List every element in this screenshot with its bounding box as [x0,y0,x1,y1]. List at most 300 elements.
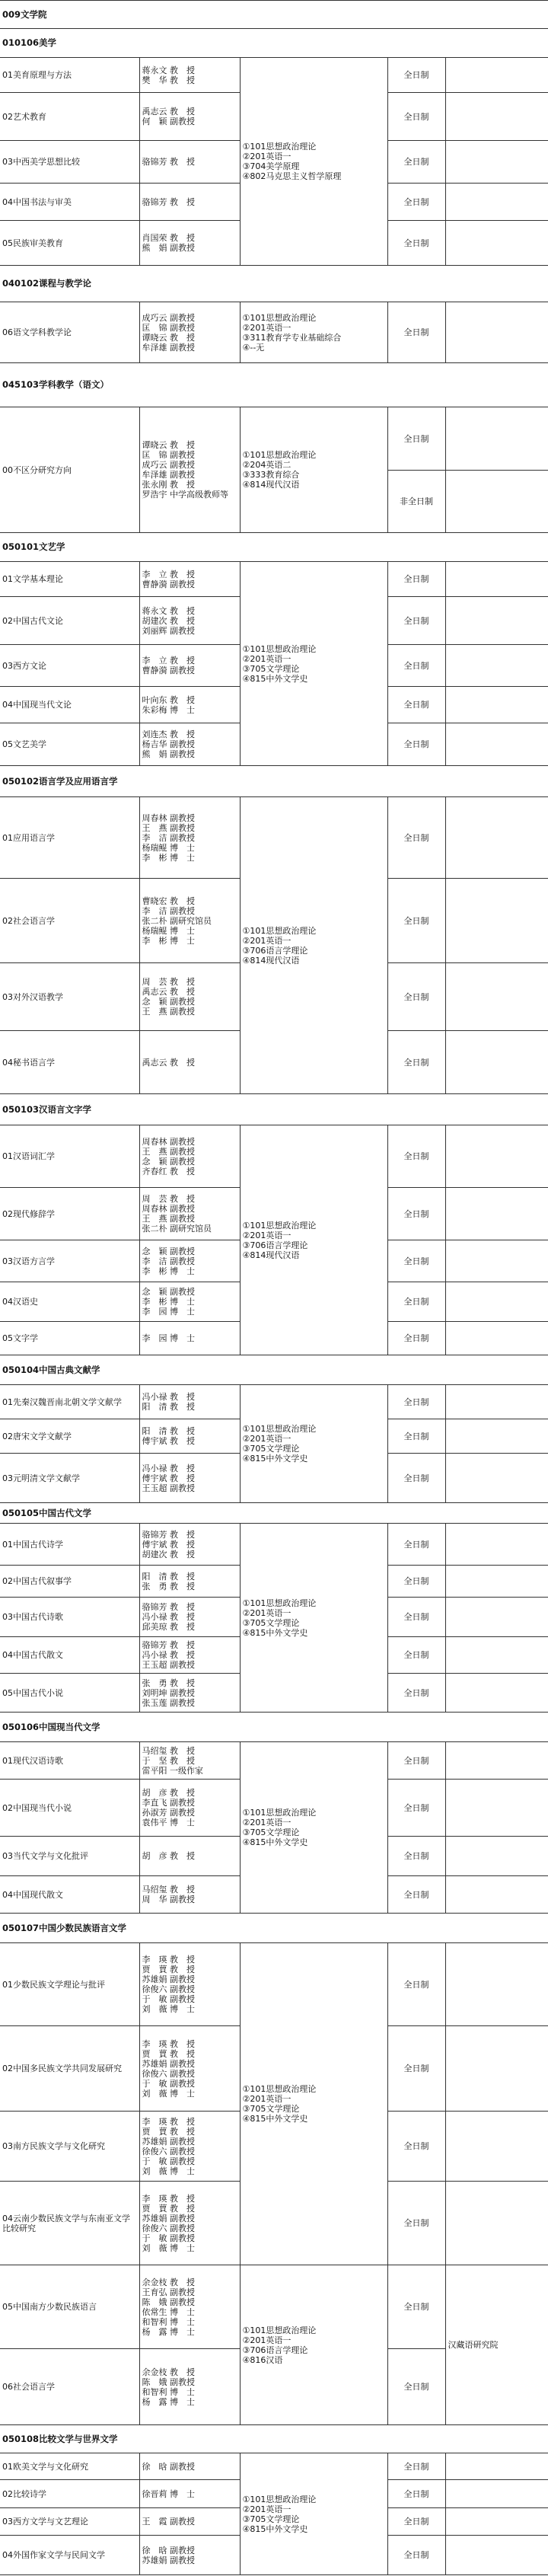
catalog-body [0,1,548,2575]
supervisor-entry: 余金枝 教 授 [142,2367,195,2377]
major-title: 050108比较文学与世界文学 [0,2425,548,2453]
school-title: 009文学院 [0,1,548,29]
supervisor-entry: 王 燕 副教授 [142,1214,195,1224]
supervisor-entry: 张二朴 副研究馆员 [142,1224,212,1234]
direction-name: 04云南少数民族文学与东南亚文学比较研究 [0,2182,139,2265]
supervisor-entry: 袁伟平 博 士 [142,1818,195,1827]
exam-subject: ④815中外文学史 [242,1627,308,1638]
supervisor-entry: 阳 清 教 授 [142,1402,195,1412]
supervisor-entry: 傅宇斌 教 授 [142,1436,195,1446]
exam-subject: ③705文学理论 [242,1617,300,1628]
major-header-row [0,766,548,797]
supervisor-entry: 贾 蕒 教 授 [142,1965,195,1974]
direction-name: 03中西美学思想比较 [0,141,139,184]
major-header-row [0,1713,548,1742]
supervisor-list [139,1454,240,1503]
remark [445,1125,548,1188]
exam-subjects [240,1125,387,1355]
direction-name: 01现代汉语诗歌 [0,1742,139,1780]
study-mode: 全日制 [387,1282,445,1322]
supervisor-entry: 和智利 博 士 [142,2386,195,2397]
remark [445,221,548,266]
supervisor-entry: 于 敏 副教授 [142,1994,195,2004]
supervisor-list [139,879,240,963]
supervisor-entry: 傅宇斌 教 授 [142,1473,195,1483]
exam-subject: ③705文学理论 [242,663,300,674]
supervisor-list [139,1598,240,1637]
supervisor-entry: 匡 锦 副教授 [142,450,195,460]
direction-name: 02中国古代叙事学 [0,1566,139,1598]
remark [445,2536,548,2575]
exam-subjects [240,2265,387,2425]
exam-subject: ③705文学理论 [242,1827,300,1837]
supervisor-entry: 杨 露 博 士 [142,2396,195,2407]
supervisor-entry: 冯小禄 教 授 [142,1463,195,1473]
direction-row [0,2265,548,2349]
remark [445,645,548,687]
remark [445,1419,548,1454]
supervisor-entry: 周春林 副教授 [142,812,195,823]
supervisor-entry: 刘明坤 副教授 [142,1687,195,1698]
direction-name: 04中国书法与审美 [0,184,139,221]
supervisor-entry: 樊 华 教 授 [142,75,195,85]
supervisor-entry: 冯小禄 教 授 [142,1650,195,1660]
supervisor-entry: 肖国荣 教 授 [142,233,195,243]
supervisor-entry: 骆锦芳 教 授 [142,196,195,207]
supervisor-entry: 李 彬 博 士 [142,1266,195,1276]
supervisor-entry: 刘丽辉 副教授 [142,625,195,636]
supervisor-entry: 贾 蕒 教 授 [142,2203,195,2214]
supervisor-entry: 于 敏 副教授 [142,2233,195,2243]
supervisor-entry: 张二朴 副研究馆员 [142,915,212,926]
supervisor-entry: 于 坚 教 授 [142,1755,195,1766]
study-mode: 全日制 [387,302,445,363]
supervisor-entry: 刘 薇 博 士 [142,2242,195,2253]
study-mode: 全日制 [387,58,445,93]
study-mode: 全日制 [387,562,445,597]
exam-subject: ④815中外文学史 [242,1837,308,1847]
supervisor-list [139,1943,240,2026]
supervisor-list [139,1524,240,1566]
major-title: 050107中国少数民族语言文学 [0,1914,548,1943]
supervisor-entry: 傅宇斌 教 授 [142,1539,195,1550]
exam-subjects [240,1742,387,1914]
exam-subject: ②201英语一 [242,1607,292,1618]
study-mode: 全日制 [387,184,445,221]
supervisor-entry: 齐春红 教 授 [142,1166,195,1176]
study-mode: 全日制 [387,1419,445,1454]
supervisor-entry: 禹志云 教 授 [142,1057,195,1068]
study-mode: 全日制 [387,1876,445,1914]
major-title: 040102课程与教学论 [0,266,548,302]
supervisor-entry: 胡 彦 教 授 [142,1788,195,1798]
remark [445,1566,548,1598]
remark: 汉藏语研究院 [445,2265,548,2425]
study-mode: 全日制 [387,1837,445,1876]
supervisor-entry: 杨吉华 副教授 [142,739,195,749]
supervisor-entry: 刘连杰 教 授 [142,729,195,739]
supervisor-entry: 李 立 教 授 [142,656,195,666]
exam-subject: ④814现代汉语 [242,955,300,966]
study-mode: 全日制 [387,1566,445,1598]
direction-name: 02唐宋文学文献学 [0,1419,139,1454]
exam-subject: ②201英语一 [242,322,292,333]
exam-subject: ①101思想政治理论 [242,2084,317,2094]
study-mode: 全日制 [387,1943,445,2026]
study-mode: 全日制 [387,645,445,687]
supervisor-list [139,2536,240,2575]
major-header-row [0,1355,548,1385]
direction-name: 05民族审美教育 [0,221,139,266]
supervisor-list [139,2349,240,2425]
direction-name: 02社会语言学 [0,879,139,963]
supervisor-entry: 杨瑞鲲 博 士 [142,842,195,853]
supervisor-entry: 马绍玺 教 授 [142,1885,195,1894]
supervisor-entry: 马绍玺 教 授 [142,1745,195,1756]
remark [445,1780,548,1837]
direction-name: 05中国古代小说 [0,1674,139,1713]
supervisor-list [139,302,240,363]
supervisor-entry: 匡 锦 副教授 [142,322,195,333]
supervisor-entry: 骆锦芳 教 授 [142,157,195,167]
remark [445,1188,548,1240]
exam-subject: ③705文学理论 [242,1444,300,1454]
direction-name: 03汉语方言学 [0,1240,139,1282]
supervisor-list [139,1188,240,1240]
supervisor-entry: 李 瑛 教 授 [142,2193,195,2204]
major-title: 050104中国古典文献学 [0,1355,548,1385]
supervisor-list [139,2480,240,2508]
supervisor-list [139,1837,240,1876]
supervisor-entry: 杨 露 博 士 [142,2326,195,2337]
direction-row [0,1742,548,1780]
remark [445,2508,548,2536]
exam-subject: ②204英语二 [242,460,292,470]
supervisor-entry: 刘 薇 博 士 [142,2004,195,2014]
major-title: 050106中国现当代文学 [0,1713,548,1742]
supervisor-entry: 刘 薇 博 士 [142,2166,195,2176]
study-mode: 全日制 [387,1385,445,1419]
study-mode: 全日制 [387,1598,445,1637]
direction-name: 04中国古代散文 [0,1637,139,1674]
exam-subject: ④815中外文学史 [242,2523,308,2534]
exam-subject: ④814现代汉语 [242,1250,300,1260]
major-header-row [0,1914,548,1943]
remark [445,58,548,93]
direction-name: 03南方民族文学与文化研究 [0,2112,139,2182]
direction-name: 01文学基本理论 [0,562,139,597]
supervisor-entry: 王 燕 副教授 [142,1007,195,1017]
remark [445,1322,548,1355]
study-mode: 全日制 [387,1524,445,1566]
supervisor-list [139,2453,240,2480]
study-mode: 全日制 [387,1240,445,1282]
supervisor-entry: 于 敏 副教授 [142,2078,195,2089]
supervisor-entry: 罗浩宇 中学高级教师等 [142,490,228,500]
study-mode: 全日制 [387,1188,445,1240]
study-mode: 全日制 [387,93,445,141]
direction-name: 01应用语言学 [0,797,139,879]
supervisor-list [139,1031,240,1094]
direction-name: 04中国现代散文 [0,1876,139,1914]
exam-subject: ③706语言学理论 [242,2345,308,2355]
supervisor-list [139,2112,240,2182]
remark [445,723,548,766]
supervisor-entry: 成巧云 副教授 [142,460,195,470]
exam-subject: ①101思想政治理论 [242,450,317,460]
exam-subjects [240,302,387,363]
direction-name: 03当代文学与文化批评 [0,1837,139,1876]
direction-name: 01欧美文学与文化研究 [0,2453,139,2480]
exam-subject: ③705文学理论 [242,2514,300,2524]
major-title: 050101文艺学 [0,533,548,562]
exam-subject: ①101思想政治理论 [242,1424,317,1434]
exam-subject: ②201英语一 [242,2504,292,2514]
supervisor-entry: 李 园 博 士 [142,1307,195,1317]
supervisor-entry: 熊 娟 副教授 [142,243,195,253]
major-header-row [0,29,548,58]
direction-name: 01先秦汉魏晋南北朝文学文献学 [0,1385,139,1419]
study-mode: 非全日制 [387,471,445,533]
exam-subject: ②201英语一 [242,2335,292,2345]
direction-name: 06语文学科教学论 [0,302,139,363]
supervisor-list [139,597,240,645]
study-mode: 全日制 [387,1031,445,1094]
major-header-row [0,1503,548,1524]
remark [445,562,548,597]
direction-name: 05文字学 [0,1322,139,1355]
direction-row [0,797,548,879]
remark [445,597,548,645]
supervisor-entry: 朱彩梅 博 士 [142,704,195,715]
direction-name: 05中国南方少数民族语言 [0,2265,139,2349]
exam-subject: ①101思想政治理论 [242,1808,317,1818]
supervisor-entry: 何 颖 副教授 [142,117,195,126]
study-mode: 全日制 [387,2480,445,2508]
supervisor-entry: 李 洁 副教授 [142,832,195,843]
exam-subject: ④815中外文学史 [242,1454,308,1464]
school-header-row [0,1,548,29]
remark [445,141,548,184]
direction-name: 03西方文论 [0,645,139,687]
study-mode: 全日制 [387,2508,445,2536]
direction-name: 04外国作家文学与民间文学 [0,2536,139,2575]
supervisor-entry: 和智利 博 士 [142,2316,195,2327]
major-title: 050105中国古代文学 [0,1503,548,1524]
supervisor-list [139,2182,240,2265]
supervisor-entry: 苏雄娟 副教授 [142,2213,195,2223]
exam-subject: ①101思想政治理论 [242,2494,317,2504]
supervisor-list [139,687,240,723]
supervisor-entry: 李 彬 博 士 [142,1297,195,1307]
exam-subject: ②201英语一 [242,935,292,946]
direction-row [0,1125,548,1188]
supervisor-entry: 徐俊六 副教授 [142,2146,195,2156]
study-mode: 全日制 [387,597,445,645]
supervisor-entry: 王玉超 副教授 [142,1660,195,1670]
supervisor-entry: 依常生 博 士 [142,2306,195,2317]
supervisor-entry: 李 瑛 教 授 [142,2116,195,2127]
direction-row [0,407,548,471]
major-title: 050103汉语言文字学 [0,1094,548,1125]
exam-subject: ②201英语一 [242,1434,292,1444]
remark [445,471,548,533]
supervisor-entry: 谭晓云 教 授 [142,440,195,450]
exam-subject: ④815中外文学史 [242,673,308,684]
supervisor-list [139,1742,240,1780]
supervisor-entry: 余金枝 教 授 [142,2277,195,2287]
supervisor-entry: 徐晋莉 博 士 [142,2488,195,2499]
supervisor-list [139,1240,240,1282]
direction-row [0,562,548,597]
remark [445,2453,548,2480]
study-mode: 全日制 [387,1780,445,1837]
supervisor-entry: 徐俊六 副教授 [142,2068,195,2079]
exam-subject: ③706语言学理论 [242,945,308,956]
remark [445,687,548,723]
direction-row [0,1524,548,1566]
supervisor-entry: 牟泽雄 副教授 [142,342,195,353]
supervisor-entry: 李 立 教 授 [142,569,195,579]
supervisor-entry: 徐俊六 副教授 [142,2223,195,2233]
supervisor-list [139,2026,240,2112]
direction-name: 01汉语词汇学 [0,1125,139,1188]
study-mode: 全日制 [387,797,445,879]
direction-name: 02中国多民族文学共同发展研究 [0,2026,139,2112]
supervisor-entry: 骆锦芳 教 授 [142,1602,195,1612]
supervisor-list [139,1637,240,1674]
remark [445,1876,548,1914]
direction-row [0,58,548,93]
remark [445,1837,548,1876]
supervisor-entry: 骆锦芳 教 授 [142,1529,195,1540]
supervisor-entry: 王 燕 副教授 [142,822,195,833]
supervisor-entry: 胡建次 教 授 [142,1549,195,1559]
supervisor-entry: 李 瑛 教 授 [142,1955,195,1965]
study-mode: 全日制 [387,2349,445,2425]
remark [445,1031,548,1094]
direction-name: 01少数民族文学理论与批评 [0,1943,139,2026]
major-title: 050102语言学及应用语言学 [0,766,548,797]
exam-subject: ②201英语一 [242,152,292,161]
supervisor-list [139,1780,240,1837]
remark [445,2026,548,2112]
study-mode: 全日制 [387,221,445,266]
direction-name: 05文艺美学 [0,723,139,766]
supervisor-entry: 杨瑞鲲 博 士 [142,925,195,936]
supervisor-entry: 苏雄娟 副教授 [142,2058,195,2069]
exam-subject: ③311教育学专业基础综合 [242,332,342,343]
supervisor-entry: 苏雄娟 副教授 [142,1974,195,1984]
supervisor-list [139,407,240,533]
supervisor-list [139,1125,240,1188]
supervisor-list [139,221,240,266]
direction-name: 03元明清文学文献学 [0,1454,139,1503]
supervisor-entry: 谭晓云 教 授 [142,332,195,343]
exam-subject: ③706语言学理论 [242,1240,308,1250]
exam-subject: ①101思想政治理论 [242,1598,317,1608]
exam-subjects [240,1524,387,1713]
supervisor-entry: 周春林 副教授 [142,1204,195,1214]
supervisor-entry: 胡 彦 教 授 [142,1851,195,1861]
remark [445,879,548,963]
exam-subject: ④814现代汉语 [242,480,300,490]
study-mode: 全日制 [387,141,445,184]
direction-row [0,1943,548,2026]
supervisor-list [139,1419,240,1454]
supervisor-list [139,2508,240,2536]
direction-name: 03中国古代诗歌 [0,1598,139,1637]
supervisor-entry: 刘 薇 博 士 [142,2088,195,2099]
direction-name: 00不区分研究方向 [0,407,139,533]
remark [445,797,548,879]
exam-subject: ②201英语一 [242,1818,292,1827]
direction-name: 06社会语言学 [0,2349,139,2425]
supervisor-entry: 徐俊六 副教授 [142,1984,195,1994]
supervisor-entry: 陈 娥 副教授 [142,2297,195,2307]
supervisor-list [139,58,240,93]
exam-subjects [240,58,387,266]
remark [445,2480,548,2508]
major-title: 010106美学 [0,29,548,58]
supervisor-list [139,141,240,184]
supervisor-list [139,963,240,1031]
supervisor-entry: 胡建次 教 授 [142,615,195,626]
direction-name: 02现代修辞学 [0,1188,139,1240]
supervisor-list [139,645,240,687]
supervisor-list [139,1566,240,1598]
supervisor-entry: 冯小禄 教 授 [142,1612,195,1622]
supervisor-list [139,1876,240,1914]
remark [445,407,548,471]
supervisor-entry: 熊 娟 副教授 [142,749,195,759]
supervisor-entry: 念 颖 副教授 [142,1156,195,1167]
supervisor-entry: 叶向东 教 授 [142,694,195,705]
major-header-row [0,1094,548,1125]
supervisor-entry: 李 彬 博 士 [142,935,195,946]
exam-subject: ①101思想政治理论 [242,643,317,654]
direction-name: 04汉语史 [0,1282,139,1322]
supervisor-entry: 周 芸 教 授 [142,1194,195,1204]
supervisor-entry: 曹静漪 副教授 [142,579,195,589]
study-mode: 全日制 [387,2026,445,2112]
exam-subject: ①101思想政治理论 [242,1220,317,1231]
supervisor-entry: 王玉超 副教授 [142,1483,195,1493]
direction-name: 01美育原理与方法 [0,58,139,93]
remark [445,2182,548,2265]
remark [445,302,548,363]
exam-subject: ①101思想政治理论 [242,925,317,936]
supervisor-entry: 陈 娥 副教授 [142,2376,195,2387]
supervisor-list [139,2265,240,2349]
remark [445,1385,548,1419]
supervisor-entry: 王育弘 副教授 [142,2287,195,2297]
exam-subject: ④802马克思主义哲学原理 [242,171,342,181]
direction-name: 02艺术教育 [0,93,139,141]
supervisor-entry: 张永刚 教 授 [142,480,195,490]
major-header-row [0,266,548,302]
supervisor-list [139,797,240,879]
remark [445,1454,548,1503]
exam-subject: ②201英语一 [242,1230,292,1240]
supervisor-entry: 李 园 博 士 [142,1333,195,1343]
exam-subjects [240,1385,387,1503]
exam-subject: ③704美学原理 [242,161,300,171]
exam-subjects [240,1943,387,2265]
exam-subjects [240,562,387,766]
exam-subject: ④815中外文学史 [242,2114,308,2124]
study-mode: 全日制 [387,407,445,471]
